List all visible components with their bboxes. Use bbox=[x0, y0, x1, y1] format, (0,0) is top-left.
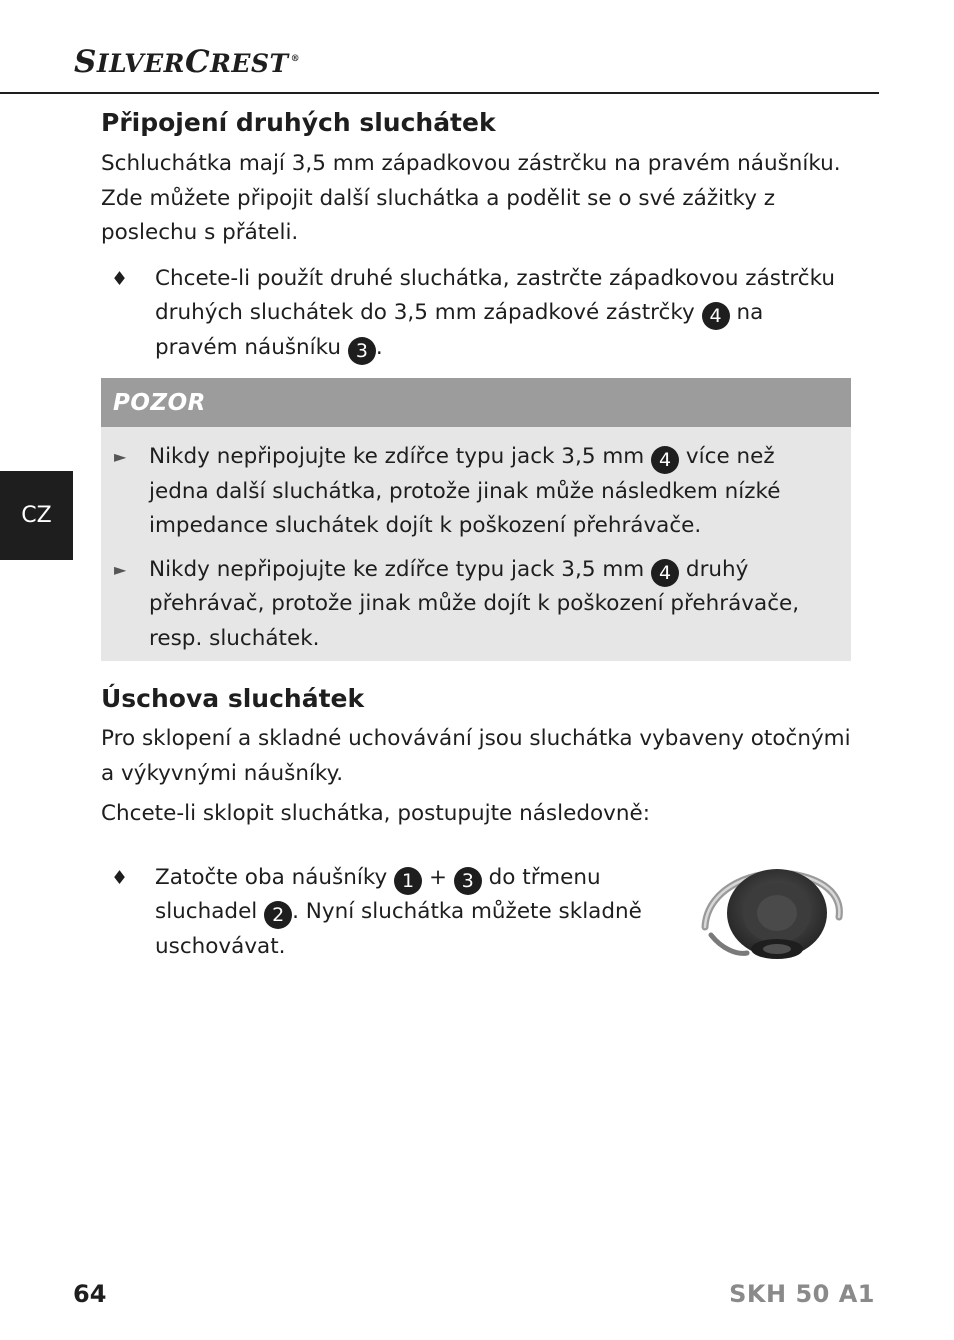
callout-number: 4 bbox=[651, 559, 679, 587]
storage-instruction-intro: Chcete-li sklopit sluchátka, postupujte následovně: bbox=[101, 801, 650, 826]
warning-box bbox=[101, 378, 851, 661]
brand-logo: SILVERCREST ® bbox=[74, 44, 301, 80]
diamond-bullet-icon: ♦ bbox=[111, 267, 129, 290]
arrow-bullet-icon: ► bbox=[114, 447, 127, 466]
callout-number: 4 bbox=[702, 302, 730, 330]
callout-number: 4 bbox=[651, 446, 679, 474]
instruction-bullet: ♦ Chcete-li použít druhé sluchátka, zastrčte západkovou zástrčku druhých sluchátek do 3,5 mm západkové zástrčky 4 na pravém náušníku 3 . bbox=[101, 262, 857, 366]
arrow-bullet-icon: ► bbox=[114, 559, 127, 579]
section-connect-second-headphones bbox=[101, 106, 857, 365]
section-title: Připojení druhých sluchátek bbox=[101, 108, 496, 137]
storage-paragraph: Pro sklopení a skladné uchovávání jsou sluchátka vybaveny otočnými a výkyvnými náušníky. bbox=[101, 726, 851, 786]
callout-number: 1 bbox=[394, 867, 422, 895]
callout-number: 3 bbox=[454, 867, 482, 895]
callout-number: 2 bbox=[264, 901, 292, 929]
diamond-bullet-icon: ♦ bbox=[111, 866, 129, 889]
model-number: SKH 50 A1 bbox=[729, 1280, 875, 1308]
warning-item: ► Nikdy nepřipojujte ke zdířce typu jack 3,5 mm 4 druhý přehrávač, protože jinak může dojít k poškození přehrávače, resp. sluchátek. bbox=[101, 553, 851, 657]
header-rule bbox=[0, 92, 879, 94]
instruction-bullet: ♦ Zatočte oba náušníky 1 + 3 do třmenu sluchadel 2 . Nyní sluchátka můžete skladně uschovávat. bbox=[101, 861, 857, 965]
language-tab: CZ bbox=[0, 471, 73, 560]
folded-headphones-image bbox=[697, 857, 847, 971]
page-number: 64 bbox=[73, 1280, 107, 1308]
callout-number: 3 bbox=[348, 337, 376, 365]
warning-item: ► Nikdy nepřipojujte ke zdířce typu jack 3,5 mm 4 více než jedna další sluchátka, protože jinak může následkem nízké impedance sluchátek dojít k poškození přehrávače. bbox=[101, 440, 851, 544]
section-title: Úschova sluchátek bbox=[101, 684, 365, 713]
warning-heading: POZOR bbox=[101, 378, 851, 427]
intro-paragraph: Schluchátka mají 3,5 mm západkovou zástrčku na pravém náušníku. Zde můžete připojit další sluchátka a podělit se o své zážitky z poslechu s přáteli. bbox=[101, 151, 841, 245]
